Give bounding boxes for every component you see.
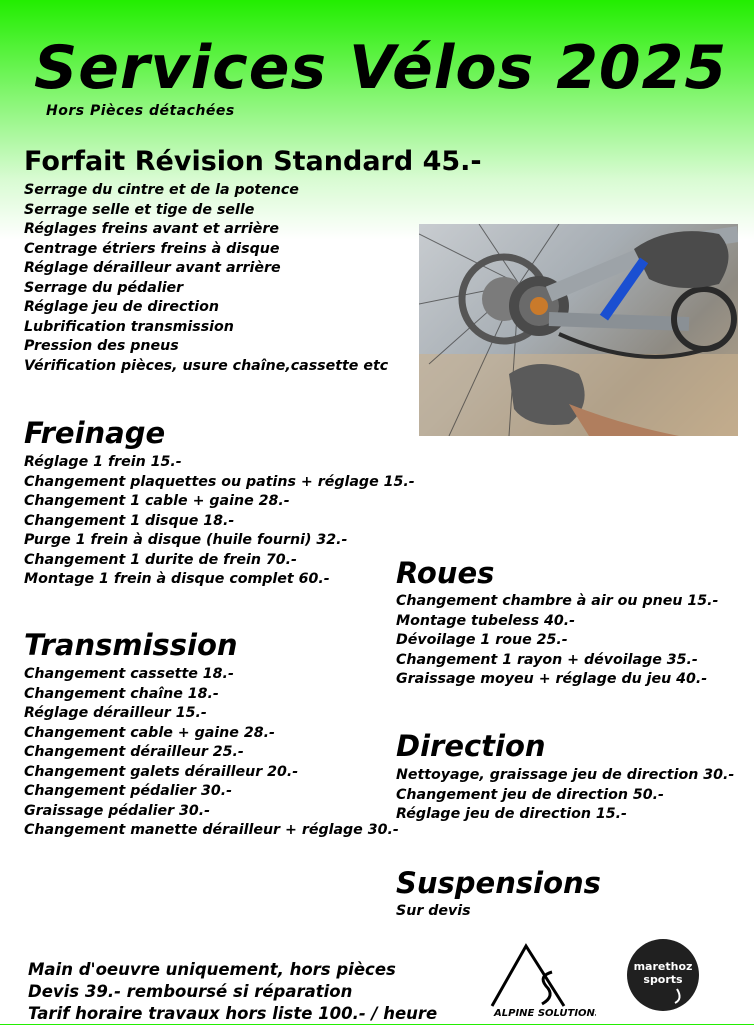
list-item: Réglage jeu de direction [24, 299, 219, 315]
list-item: Pression des pneus [24, 338, 179, 354]
list-item: Purge 1 frein à disque (huile fourni) 32.- [24, 532, 348, 548]
footer-line-1: Main d'oeuvre uniquement, hors pièces [28, 960, 396, 979]
list-item: Changement galets dérailleur 20.- [24, 763, 299, 780]
list-item: Changement jeu de direction 50.- [396, 786, 664, 803]
list-item: Montage tubeless 40.- [396, 612, 576, 629]
marethoz-sports-logo [625, 937, 701, 1013]
list-item: Changement 1 rayon + dévoilage 35.- [396, 651, 698, 668]
list-item: Serrage selle et tige de selle [24, 201, 255, 218]
list-item: Changement 1 cable + gaine 28.- [24, 493, 290, 509]
list-item: Serrage du cintre et de la potence [24, 182, 299, 198]
suspensions-heading: Suspensions [396, 866, 601, 900]
footer-line-3: Tarif horaire travaux hors liste 100.- / heure [28, 1004, 438, 1023]
list-item: Serrage du pédalier [24, 279, 184, 296]
freinage-heading: Freinage [24, 416, 166, 450]
list-item: Graissage pédalier 30.- [24, 802, 211, 819]
direction-heading: Direction [396, 729, 546, 763]
roues-list [396, 592, 718, 690]
list-item: Vérification pièces, usure chaîne,cassette etc [24, 357, 389, 374]
list-item: Changement dérailleur 25.- [24, 744, 244, 760]
alpine-solutions-logo [490, 942, 596, 1018]
footer-line-2: Devis 39.- remboursé si réparation [28, 982, 353, 1001]
list-item: Lubrification transmission [24, 318, 234, 335]
roues-heading: Roues [396, 556, 495, 590]
direction-list [396, 766, 734, 825]
suspensions-note: Sur devis [396, 903, 471, 919]
bike-mechanic-photo [419, 224, 738, 436]
list-item: Changement pédalier 30.- [24, 783, 233, 799]
transmission-heading: Transmission [24, 628, 238, 662]
list-item: Changement 1 durite de frein 70.- [24, 551, 297, 568]
list-item: Changement chambre à air ou pneu 15.- [396, 593, 719, 609]
list-item: Changement 1 disque 18.- [24, 512, 235, 529]
list-item: Changement manette dérailleur + réglage 30.- [24, 822, 399, 838]
page-subtitle: Hors Pièces détachées [46, 103, 235, 119]
list-item: Montage 1 frein à disque complet 60.- [24, 571, 330, 587]
list-item: Graissage moyeu + réglage du jeu 40.- [396, 671, 708, 687]
list-item: Changement cable + gaine 28.- [24, 724, 275, 741]
svg-text:sports: sports [643, 973, 683, 986]
forfait-list [24, 181, 388, 376]
svg-text:marethoz: marethoz [633, 960, 693, 973]
forfait-heading: Forfait Révision Standard 45.- [24, 146, 482, 177]
list-item: Réglages freins avant et arrière [24, 221, 279, 237]
list-item: Réglage dérailleur avant arrière [24, 260, 281, 276]
list-item: Réglage jeu de direction 15.- [396, 806, 627, 822]
freinage-list [24, 453, 415, 590]
list-item: Dévoilage 1 roue 25.- [396, 632, 568, 648]
svg-text:ALPINE SOLUTIONS: ALPINE SOLUTIONS [494, 1008, 596, 1018]
list-item: Changement chaîne 18.- [24, 685, 219, 702]
list-item: Centrage étriers freins à disque [24, 240, 280, 257]
footer-notes [28, 959, 437, 1025]
page-title: Services Vélos 2025 [34, 33, 728, 103]
list-item: Nettoyage, graissage jeu de direction 30.- [396, 767, 735, 783]
list-item: Changement plaquettes ou patins + réglage 15.- [24, 473, 415, 490]
transmission-list [24, 665, 399, 841]
list-item: Changement cassette 18.- [24, 666, 234, 682]
list-item: Réglage dérailleur 15.- [24, 705, 207, 721]
list-item: Réglage 1 frein 15.- [24, 454, 182, 470]
suspensions-list [396, 902, 471, 922]
